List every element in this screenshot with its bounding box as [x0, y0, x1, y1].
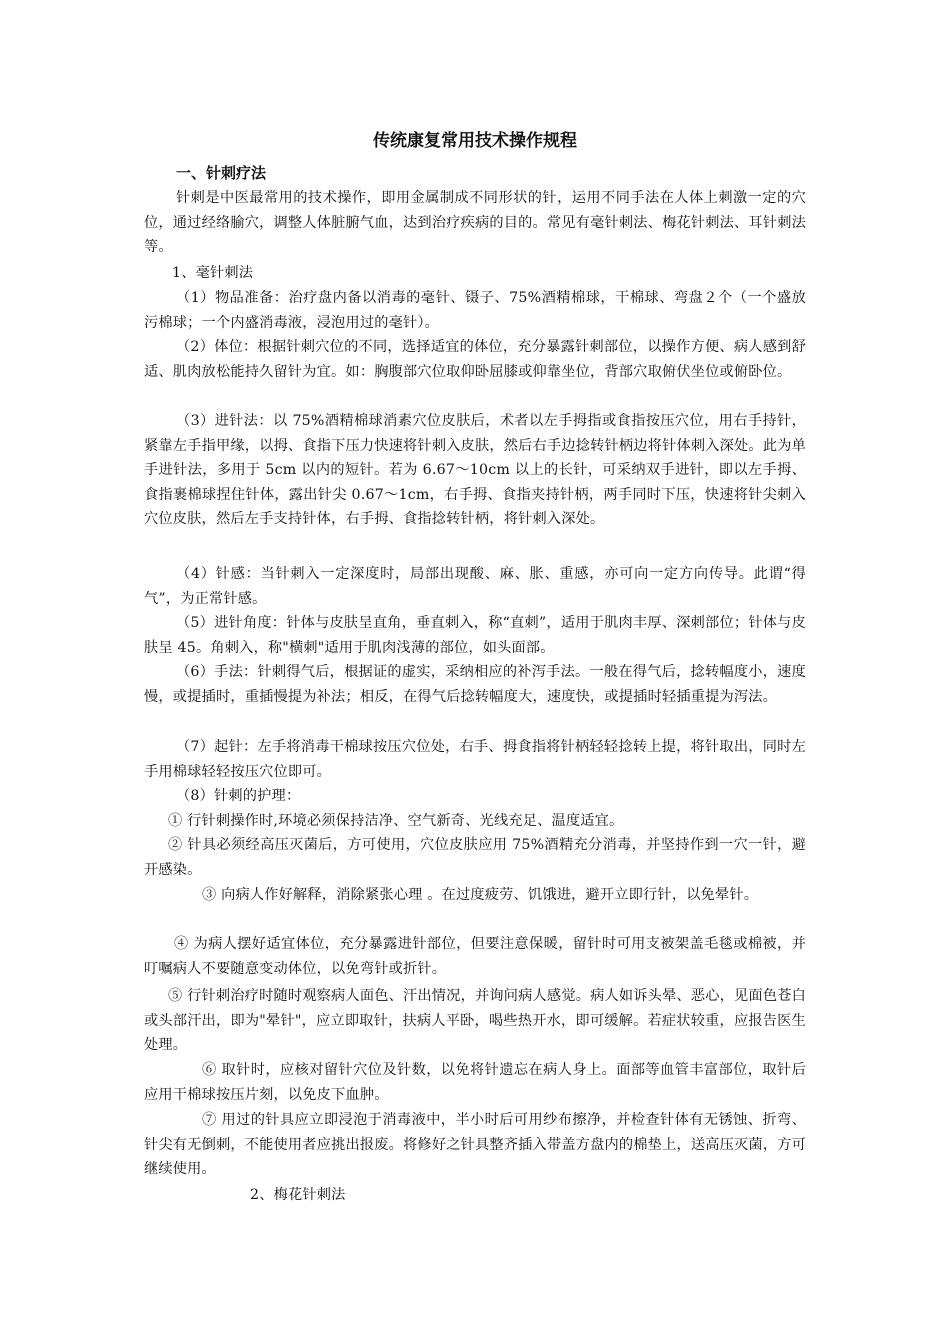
paragraph-item-2: （2）体位：根据针刺穴位的不同，选择适宜的体位，充分暴露针刺部位，以操作方便、病人感到舒适、肌肉放松能持久留针为宜。如：胸腹部穴位取仰卧屈膝或仰靠坐位，背部穴取俯伏坐位或俯卧位。: [144, 339, 806, 380]
paragraph-item-4: （4）针感：当针刺入一定深度时，局部出现酸、麻、胀、重感，亦可向一定方向传导。此谓“得气”，为正常针感。: [144, 566, 806, 607]
nursing-point-2: ② 针具必须经高压灭菌后，方可使用，穴位皮肤应用 75%酒精充分消毒，并坚持作到一穴一针，避开感染。: [144, 837, 806, 878]
nursing-point-6: ⑥ 取针时，应核对留针穴位及针数，以免将针遗忘在病人身上。面部等血管丰富部位，取针后应用干棉球按压片刻，以免皮下血肿。: [144, 1062, 806, 1103]
nursing-point-5: ⑤ 行针刺治疗时随时观察病人面色、汗出情况，并询问病人感觉。病人如诉头晕、恶心，见面色苍白或头部汗出，即为"晕针"，应立即取针，扶病人平卧，喝些热开水，即可缓解。若症状较重，应报告医生处理。: [144, 988, 806, 1054]
paragraph-item-7: （7）起针：左手将消毒干棉球按压穴位处，右手、拇食指将针柄轻轻捻转上提，将针取出，同时左手用棉球轻轻按压穴位即可。: [144, 739, 806, 780]
nursing-point-1: ① 行针刺操作时,环境必须保持洁净、空气新奇、光线充足、温度适宜。: [168, 813, 624, 829]
nursing-point-4: ④ 为病人摆好适宜体位，充分暴露进针部位，但要注意保暖，留针时可用支被架盖毛毯或棉被，并叮嘱病人不要随意变动体位，以免弯针或折针。: [144, 936, 806, 977]
document-title: 传统康复常用技术操作规程: [373, 131, 577, 151]
nursing-point-3: ③ 向病人作好解释，消除紧张心理 。在过度疲劳、饥饿进，避开立即行针，以免晕针。: [202, 887, 759, 903]
nursing-point-7: ⑦ 用过的针具应立即浸泡于消毒液中，半小时后可用纱布擦净，并检查针体有无锈蚀、折弯、针尖有无倒刺，不能使用者应挑出报废。将修好之针具整齐插入带盖方盘内的棉垫上，送高压灭菌，方可继续使用。: [144, 1112, 806, 1178]
section-heading-acupuncture: 一、针刺疗法: [176, 164, 267, 182]
paragraph-item-1: （1）物品准备：治疗盘内备以消毒的毫针、镊子、75%酒精棉球，干棉球、弯盘２个（一个盛放污棉球；一个内盛消毒液，浸泡用过的毫针）。: [144, 290, 806, 331]
paragraph-item-8: （8）针刺的护理：: [176, 788, 301, 804]
paragraph-intro: 针刺是中医最常用的技术操作，即用金属制成不同形状的针，运用不同手法在人体上刺激一定的穴位，通过经络腧穴，调整人体脏腑气血，达到治疗疾病的目的。常见有毫针刺法、梅花针刺法、耳针刺法等。: [144, 190, 806, 256]
subheading-filiform-needle: 1、毫针刺法: [172, 265, 254, 281]
paragraph-item-6: （6）手法：针刺得气后，根据证的虚实，采纳相应的补泻手法。一般在得气后，捻转幅度小，速度慢，或提插时，重插慢提为补法；相反，在得气后捻转幅度大，速度快，或提插时轻插重提为泻法。: [144, 664, 806, 705]
subheading-plum-blossom-needle: 2、梅花针刺法: [250, 1187, 346, 1203]
paragraph-item-3: （3）进针法：以 75%酒精棉球消素穴位皮肤后，术者以左手拇指或食指按压穴位，用右手持针，紧靠左手指甲缘，以拇、食指下压力快速将针刺入皮肤，然后右手边捻转针柄边将针体刺入深处。此为单手进针法，多用于 5cm 以内的短针。若为 6.67～10cm 以上的长针，可采纳双手进针，即以左手拇、食指裹棉球捏住针体，露出针尖 0.67～1cm，右手拇、食指夹持针柄，两手同时下压，快速将针尖刺入穴位皮肤，然后左手支持针体，右手拇、食指捻转针柄，将针刺入深处。: [144, 413, 806, 528]
paragraph-item-5: （5）进针角度：针体与皮肤呈直角，垂直刺入，称“直刺”，适用于肌肉丰厚、深刺部位；针体与皮肤呈 45。角刺入，称"横刺"适用于肌肉浅薄的部位，如头面部。: [144, 615, 806, 656]
